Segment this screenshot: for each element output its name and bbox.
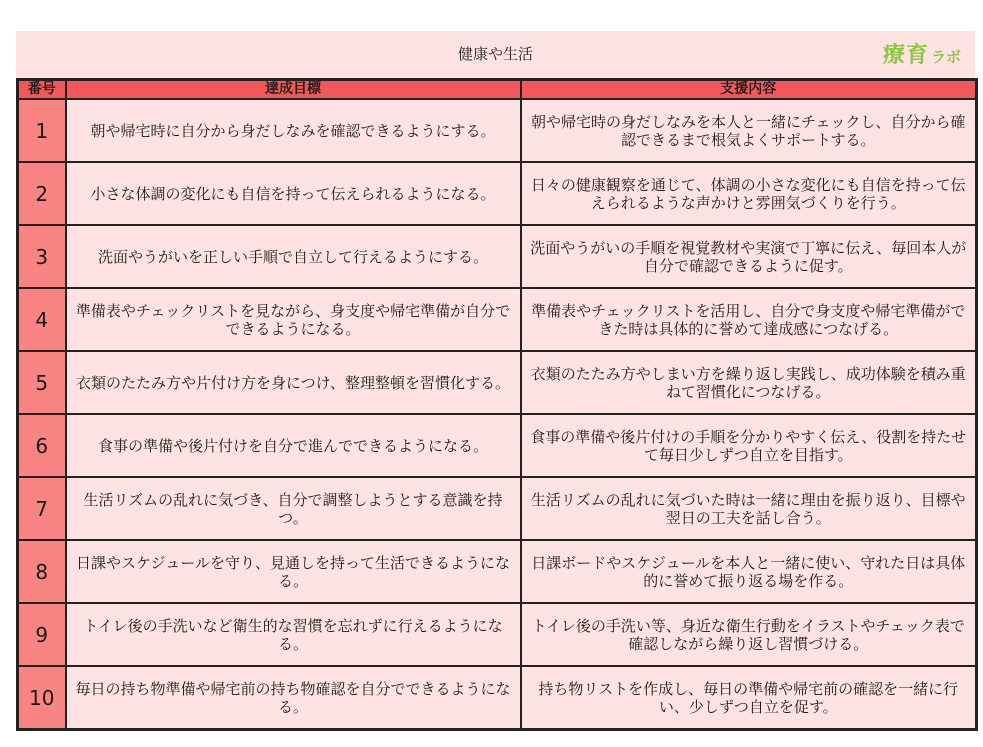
- support-cell: トイレ後の手洗い等、身近な衛生行動をイラストやチェック表で確認しながら繰り返し習慣づける。: [521, 603, 977, 666]
- row-number: 5: [18, 351, 66, 414]
- support-cell: 生活リズムの乱れに気づいた時は一緒に理由を振り返り、目標や翌日の工夫を話し合う。: [521, 477, 977, 540]
- support-cell: 日課ボードやスケジュールを本人と一緒に使い、守れた日は具体的に誉めて振り返る場を作る。: [521, 540, 977, 603]
- support-cell: 持ち物リストを作成し、毎日の準備や帰宅前の確認を一緒に行い、少しずつ自立を促す。: [521, 666, 977, 730]
- table-header-row: [18, 80, 977, 100]
- support-cell: 日々の健康観察を通じて、体調の小さな変化にも自信を持って伝えられるような声かけと雰囲気づくりを行う。: [521, 162, 977, 225]
- column-header-support: 支援内容: [521, 80, 977, 100]
- table-row: [18, 666, 977, 730]
- goal-cell: 衣類のたたみ方や片付け方を身につけ、整理整頓を習慣化する。: [66, 351, 521, 414]
- goal-cell: 準備表やチェックリストを見ながら、身支度や帰宅準備が自分でできるようになる。: [66, 288, 521, 351]
- goal-cell: 洗面やうがいを正しい手順で自立して行えるようにする。: [66, 225, 521, 288]
- goal-cell: 日課やスケジュールを守り、見通しを持って生活できるようになる。: [66, 540, 521, 603]
- support-cell: 衣類のたたみ方やしまい方を繰り返し実践し、成功体験を積み重ねて習慣化につなげる。: [521, 351, 977, 414]
- table-row: [18, 288, 977, 351]
- table-row: [18, 540, 977, 603]
- table-row: [18, 351, 977, 414]
- page-title: 健康や生活: [457, 45, 533, 63]
- support-cell: 準備表やチェックリストを活用し、自分で身支度や帰宅準備ができた時は具体的に誉めて達成感につなげる。: [521, 288, 977, 351]
- brand-logo: [883, 41, 961, 71]
- support-plan-table: [16, 78, 978, 731]
- row-number: 9: [18, 603, 66, 666]
- row-number: 8: [18, 540, 66, 603]
- goal-cell: 小さな体調の変化にも自信を持って伝えられるようになる。: [66, 162, 521, 225]
- goal-cell: 毎日の持ち物準備や帰宅前の持ち物確認を自分でできるようになる。: [66, 666, 521, 730]
- row-number: 7: [18, 477, 66, 540]
- goal-cell: 食事の準備や後片付けを自分で進んでできるようになる。: [66, 414, 521, 477]
- support-cell: 食事の準備や後片付けの手順を分かりやすく伝え、役割を持たせて毎日少しずつ自立を目指す。: [521, 414, 977, 477]
- row-number: 2: [18, 162, 66, 225]
- goal-cell: 朝や帰宅時に自分から身だしなみを確認できるようにする。: [66, 99, 521, 162]
- goal-cell: トイレ後の手洗いなど衛生的な習慣を忘れずに行えるようになる。: [66, 603, 521, 666]
- table-row: [18, 477, 977, 540]
- table-row: [18, 99, 977, 162]
- table-row: [18, 225, 977, 288]
- row-number: 3: [18, 225, 66, 288]
- support-cell: 洗面やうがいの手順を視覚教材や実演で丁寧に伝え、毎回本人が自分で確認できるように促す。: [521, 225, 977, 288]
- table-row: [18, 414, 977, 477]
- column-header-number: 番号: [18, 80, 66, 100]
- logo-main-text: 療育: [882, 43, 929, 68]
- column-header-goal: 達成目標: [66, 80, 521, 100]
- row-number: 1: [18, 99, 66, 162]
- page-header: [16, 31, 975, 78]
- table-row: [18, 603, 977, 666]
- goal-cell: 生活リズムの乱れに気づき、自分で調整しようとする意識を持つ。: [66, 477, 521, 540]
- row-number: 10: [18, 666, 66, 730]
- row-number: 4: [18, 288, 66, 351]
- logo-sub-text: ラボ: [930, 48, 961, 66]
- table-row: [18, 162, 977, 225]
- row-number: 6: [18, 414, 66, 477]
- support-cell: 朝や帰宅時の身だしなみを本人と一緒にチェックし、自分から確認できるまで根気よくサポートする。: [521, 99, 977, 162]
